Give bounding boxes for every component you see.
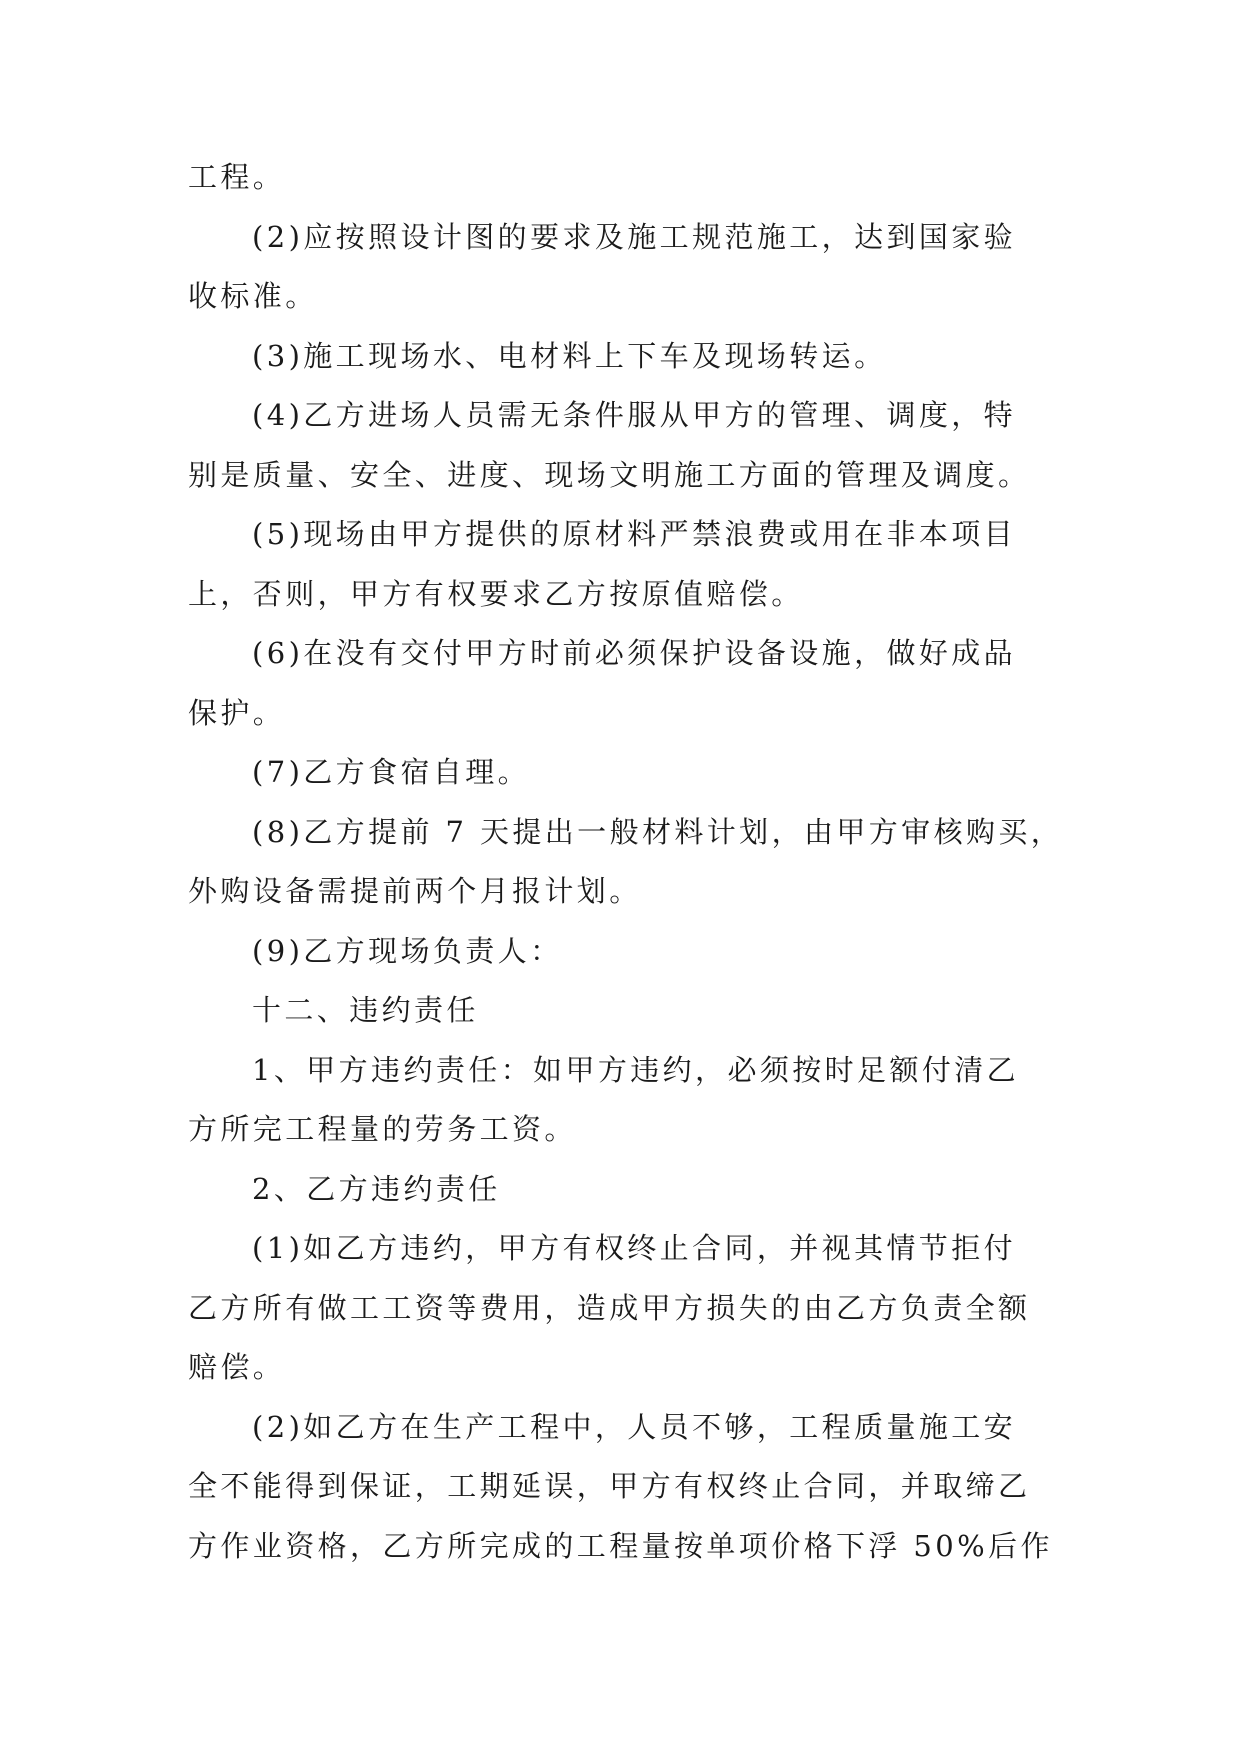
text-line: (2)如乙方在生产工程中，人员不够，工程质量施工安 xyxy=(252,1409,1017,1444)
text-line: (9)乙方现场负责人： xyxy=(252,933,563,968)
text-line: 1、甲方违约责任：如甲方违约，必须按时足额付清乙 xyxy=(252,1052,1020,1087)
text-line: (6)在没有交付甲方时前必须保护设备设施，做好成品 xyxy=(252,636,1017,670)
text-line: (1)如乙方违约，甲方有权终止合同，并视其情节拒付 xyxy=(252,1231,1017,1265)
text-line: (5)现场由甲方提供的原材料严禁浪费或用在非本项目 xyxy=(252,517,1017,551)
text-line: 收标准。 xyxy=(188,279,318,313)
text-line: 外购设备需提前两个月报计划。 xyxy=(188,874,642,908)
text-line: 保护。 xyxy=(188,695,286,730)
text-line: 赔偿。 xyxy=(188,1350,286,1384)
text-line: 方所完工程量的劳务工资。 xyxy=(188,1112,577,1146)
text-line: 全不能得到保证，工期延误，甲方有权终止合同，并取缔乙 xyxy=(188,1469,1031,1503)
section-heading: 十二、违约责任 xyxy=(252,993,479,1027)
text-line: (8)乙方提前 7 天提出一般材料计划，由甲方审核购买， xyxy=(252,814,1064,849)
text-line: (7)乙方食宿自理。 xyxy=(252,755,531,789)
text-line: 上，否则，甲方有权要求乙方按原值赔偿。 xyxy=(188,576,804,611)
text-line: 乙方所有做工工资等费用，造成甲方损失的由乙方负责全额 xyxy=(188,1290,1031,1325)
text-line: (3)施工现场水、电材料上下车及现场转运。 xyxy=(252,338,887,373)
document-page xyxy=(188,148,1064,1576)
text-line: 2、乙方违约责任 xyxy=(252,1171,501,1206)
text-line: (2)应按照设计图的要求及施工规范施工，达到国家验 xyxy=(252,219,1017,254)
text-line: 工程。 xyxy=(188,160,286,194)
text-line: 方作业资格，乙方所完成的工程量按单项价格下浮 50%后作 xyxy=(188,1528,1053,1563)
text-line: 别是质量、安全、进度、现场文明施工方面的管理及调度。 xyxy=(188,457,1031,492)
text-line: (4)乙方进场人员需无条件服从甲方的管理、调度，特 xyxy=(252,398,1017,432)
